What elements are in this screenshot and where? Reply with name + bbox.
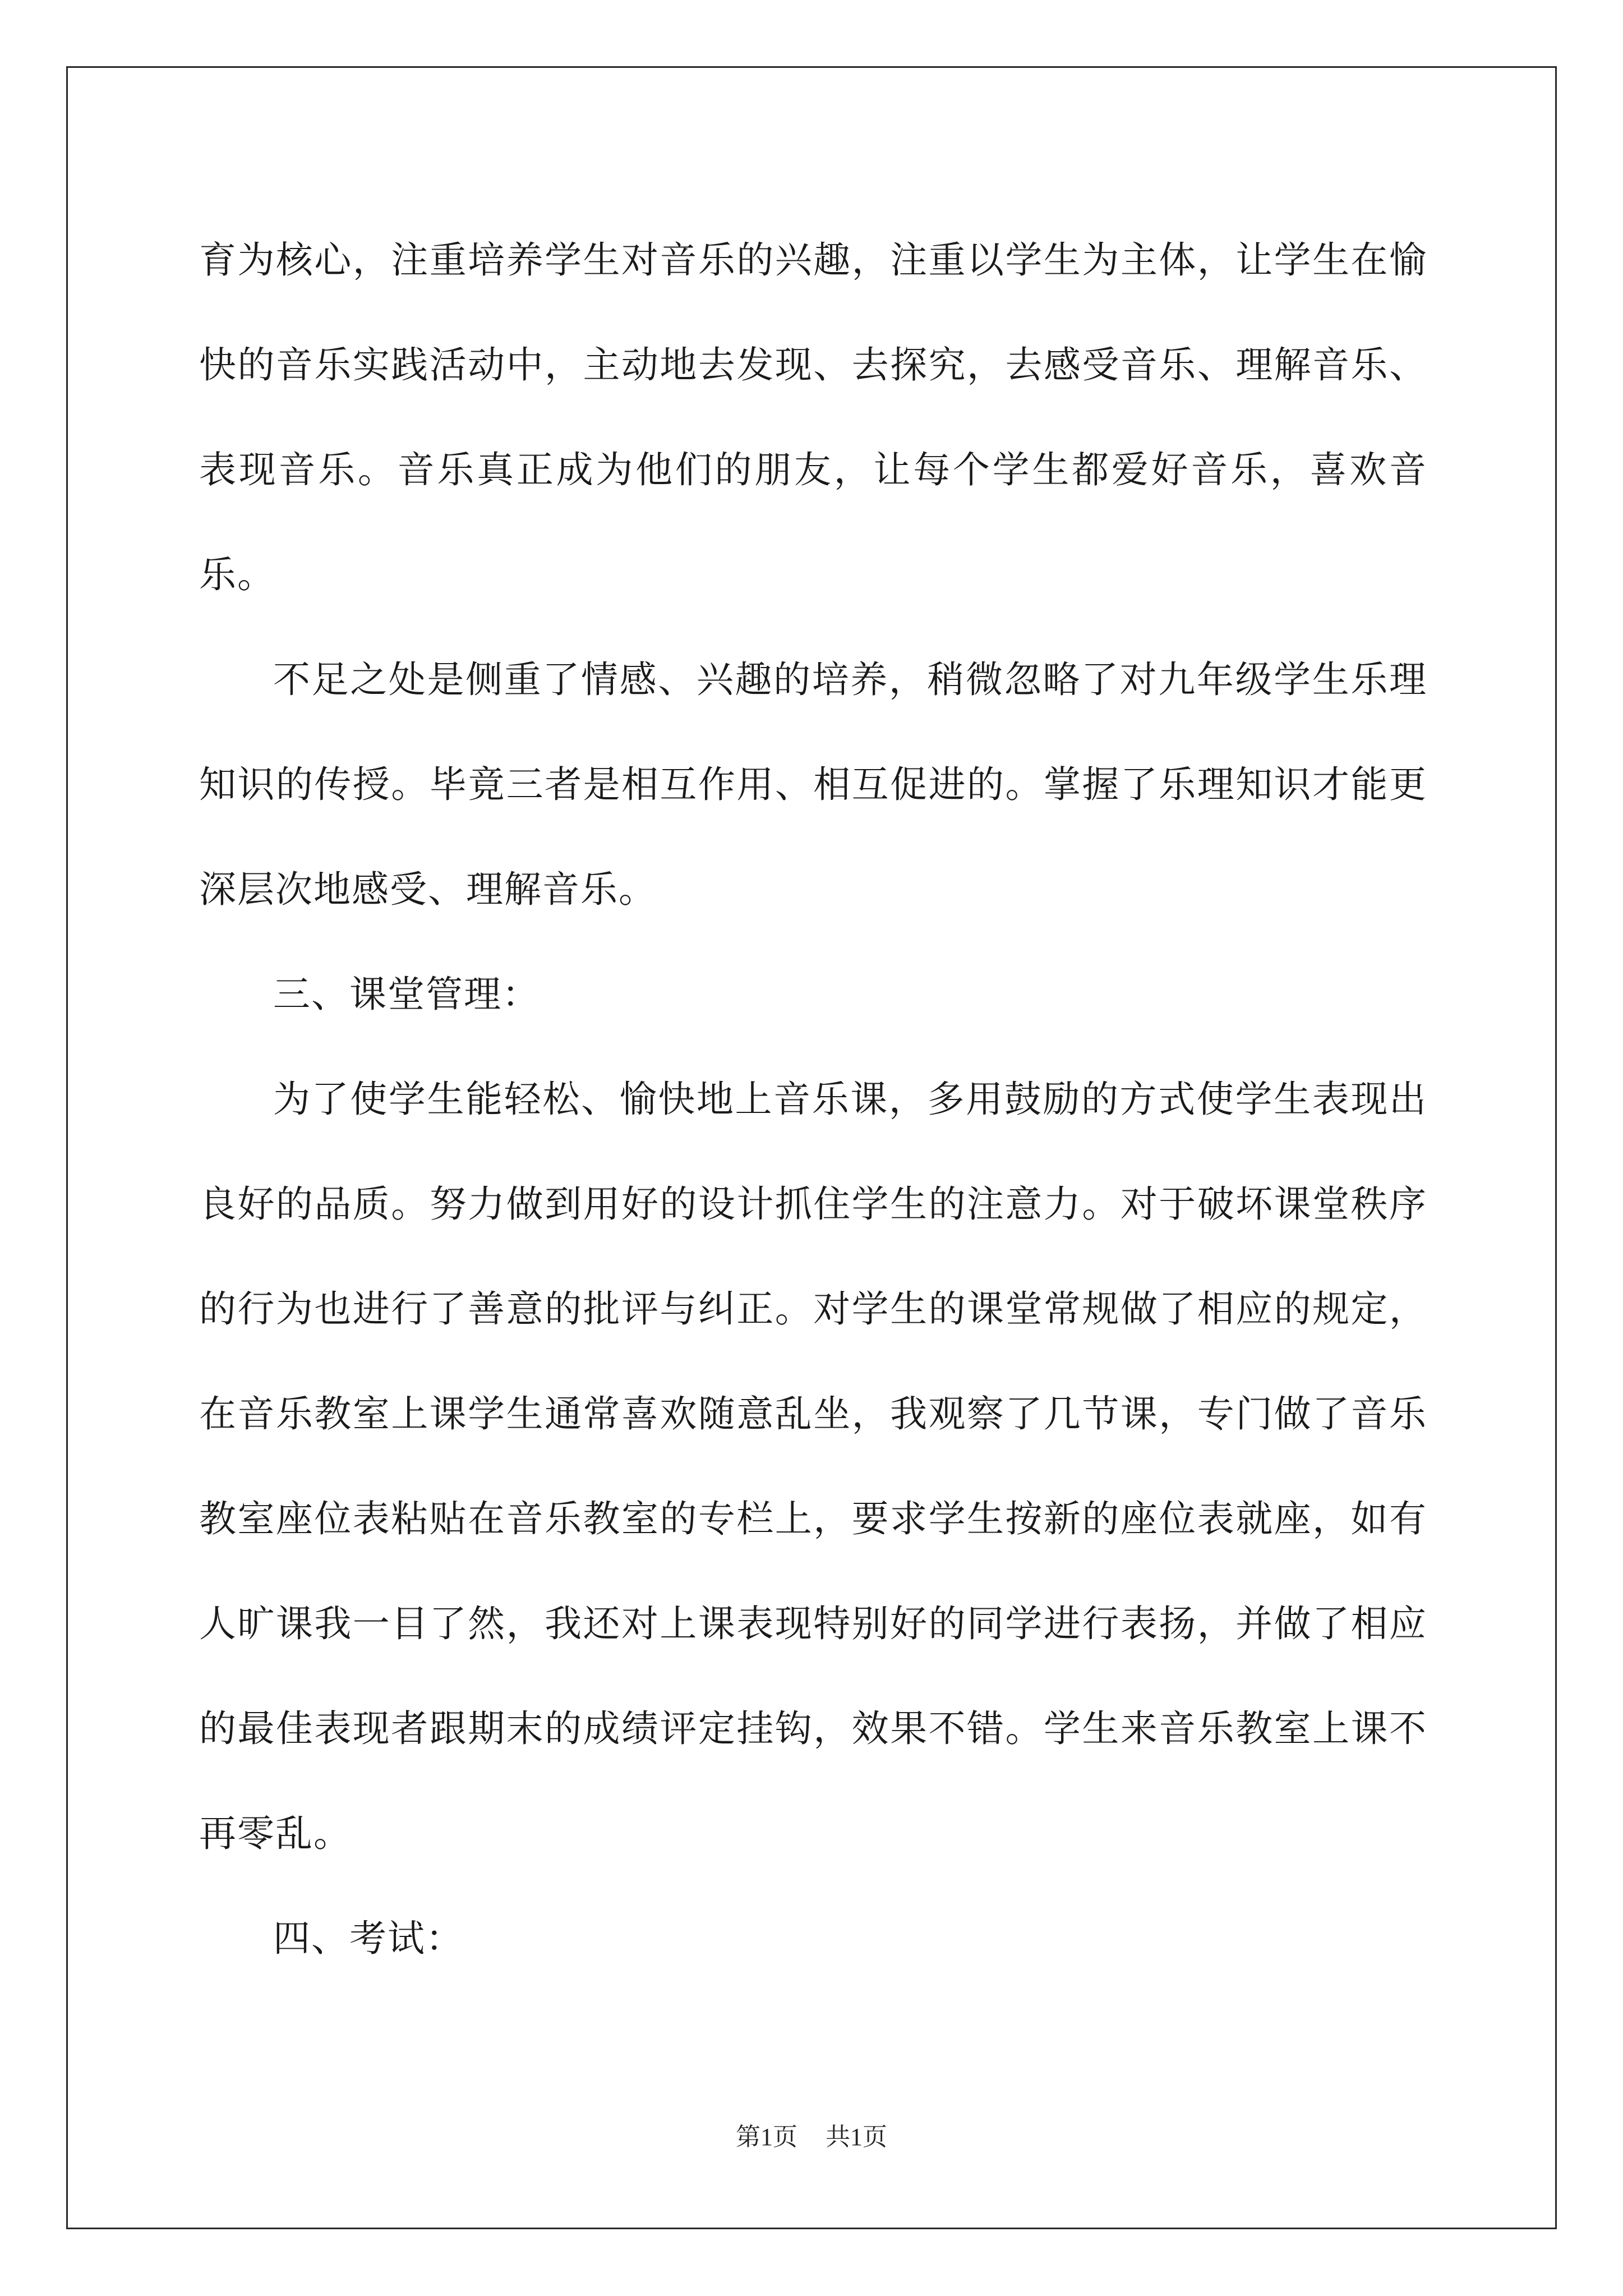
page-total: 共1页 [826,2123,887,2151]
paragraph-3: 为了使学生能轻松、愉快地上音乐课，多用鼓励的方式使学生表现出良好的品质。努力做到用好的设计抓住学生的注意力。对于破坏课堂秩序的行为也进行了善意的批评与纠正。对学生的课堂常规做了相应的规定，在音乐教室上课学生通常喜欢随意乱坐，我观察了几节课，专门做了音乐教室座位表粘贴在音乐教室的专栏上，要求学生按新的座位表就座，如有人旷课我一目了然，我还对上课表现特别好的同学进行表扬，并做了相应的最佳表现者跟期末的成绩评定挂钩，效果不错。学生来音乐教室上课不再零乱。 [199,1078,1427,1855]
document-body [199,208,1427,1991]
section-heading-exam: 四、考试： [273,1917,464,1960]
paragraph-1: 育为核心，注重培养学生对音乐的兴趣，注重以学生为主体，让学生在愉快的音乐实践活动中，主动地去发现、去探究，去感受音乐、理解音乐、表现音乐。音乐真正成为他们的朋友，让每个学生都爱好音乐，喜欢音乐。 [199,238,1427,596]
page-number: 第1页 [736,2123,797,2151]
paragraph-2: 不足之处是侧重了情感、兴趣的培养，稍微忽略了对九年级学生乐理知识的传授。毕竟三者是相互作用、相互促进的。掌握了乐理知识才能更深层次地感受、理解音乐。 [199,658,1427,911]
page-footer [0,2120,1623,2154]
section-heading-classroom-management: 三、课堂管理： [273,973,540,1016]
